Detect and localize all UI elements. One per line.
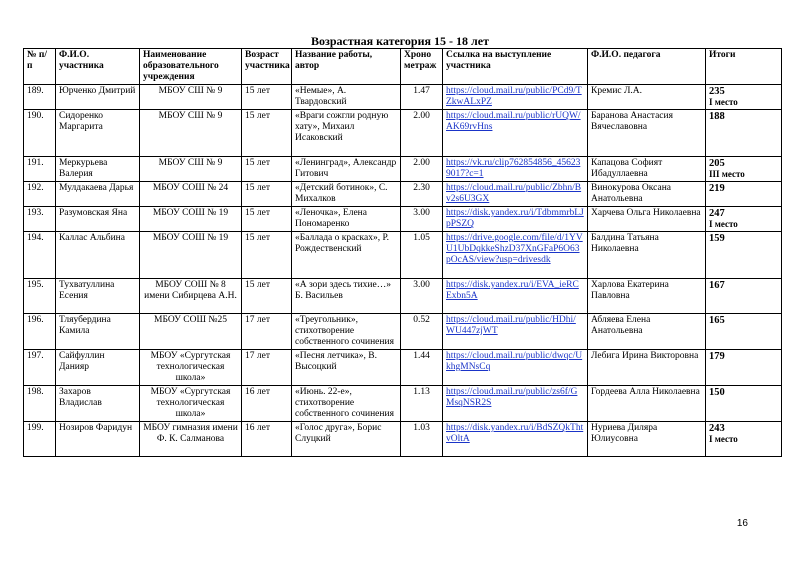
cell-age: 17 лет bbox=[242, 314, 292, 350]
cell-work: «Ленинград», Александр Гитович bbox=[292, 157, 401, 182]
cell-age: 17 лет bbox=[242, 350, 292, 386]
cell-link bbox=[443, 314, 588, 350]
cell-teacher: Капацова Софият Ибадуллаевна bbox=[588, 157, 706, 182]
performance-link[interactable]: https://vk.ru/clip762854856_456239017?c=1 bbox=[446, 158, 581, 179]
cell-age: 15 лет bbox=[242, 85, 292, 110]
cell-link bbox=[443, 207, 588, 232]
cell-num: 195. bbox=[24, 279, 56, 314]
performance-link[interactable]: https://disk.yandex.ru/i/BdSZQkThtvOltA bbox=[446, 423, 584, 444]
header-school: Наименование образовательного учреждения bbox=[140, 49, 242, 85]
cell-school: МБОУ СОШ № 24 bbox=[140, 182, 242, 207]
performance-link[interactable]: https://cloud.mail.ru/public/Zbhn/Bv2s6U3GX bbox=[446, 183, 582, 204]
performance-link[interactable]: https://cloud.mail.ru/public/dwqc/UkhgMNsCq bbox=[446, 351, 583, 372]
cell-age: 16 лет bbox=[242, 422, 292, 457]
cell-school: МБОУ СШ № 9 bbox=[140, 157, 242, 182]
table-row bbox=[24, 350, 782, 386]
score-value: 243 bbox=[709, 423, 725, 434]
cell-link bbox=[443, 110, 588, 157]
cell-result bbox=[706, 207, 782, 232]
cell-work: «Треугольник», стихотворение собственного сочинения bbox=[292, 314, 401, 350]
performance-link[interactable]: https://disk.yandex.ru/i/TdbmmrbLJpPSZQ bbox=[446, 208, 584, 229]
cell-school: МБОУ «Сургутская технологическая школа» bbox=[140, 386, 242, 422]
cell-time: 2.00 bbox=[401, 110, 443, 157]
cell-link bbox=[443, 85, 588, 110]
cell-school: МБОУ СОШ № 19 bbox=[140, 207, 242, 232]
table-row bbox=[24, 386, 782, 422]
cell-name: Юрченко Дмитрий bbox=[56, 85, 140, 110]
cell-time: 3.00 bbox=[401, 207, 443, 232]
header-row bbox=[24, 49, 782, 85]
table-row bbox=[24, 422, 782, 457]
header-time: Хроно метраж bbox=[401, 49, 443, 85]
score-value: 247 bbox=[709, 208, 725, 219]
header-num: № п/п bbox=[24, 49, 56, 85]
cell-teacher: Винокурова Оксана Анатольевна bbox=[588, 182, 706, 207]
table-row bbox=[24, 314, 782, 350]
cell-teacher: Баранова Анастасия Вячеславовна bbox=[588, 110, 706, 157]
cell-time: 0.52 bbox=[401, 314, 443, 350]
table-row bbox=[24, 232, 782, 279]
header-age: Возраст участника bbox=[242, 49, 292, 85]
cell-teacher: Балдина Татьяна Николаевна bbox=[588, 232, 706, 279]
cell-age: 15 лет bbox=[242, 279, 292, 314]
cell-time: 2.00 bbox=[401, 157, 443, 182]
cell-name: Тляубердина Камила bbox=[56, 314, 140, 350]
score-value: 150 bbox=[709, 387, 725, 398]
cell-link bbox=[443, 279, 588, 314]
cell-age: 15 лет bbox=[242, 182, 292, 207]
cell-work: «Баллада о красках», Р. Рождественский bbox=[292, 232, 401, 279]
cell-num: 197. bbox=[24, 350, 56, 386]
cell-time: 1.05 bbox=[401, 232, 443, 279]
cell-teacher: Лебига Ирина Викторовна bbox=[588, 350, 706, 386]
cell-name: Тухватуллина Есения bbox=[56, 279, 140, 314]
cell-result bbox=[706, 182, 782, 207]
table-row bbox=[24, 182, 782, 207]
cell-work: «Немые», А. Твардовский bbox=[292, 85, 401, 110]
cell-school: МБОУ СОШ № 19 bbox=[140, 232, 242, 279]
page-title: Возрастная категория 15 - 18 лет bbox=[311, 34, 489, 48]
cell-school: МБОУ СШ № 9 bbox=[140, 85, 242, 110]
cell-link bbox=[443, 350, 588, 386]
cell-result bbox=[706, 314, 782, 350]
table-row bbox=[24, 207, 782, 232]
cell-time: 3.00 bbox=[401, 279, 443, 314]
cell-name: Разумовская Яна bbox=[56, 207, 140, 232]
cell-age: 15 лет bbox=[242, 232, 292, 279]
place-label: III место bbox=[709, 169, 745, 179]
cell-teacher: Абляева Елена Анатольевна bbox=[588, 314, 706, 350]
cell-num: 199. bbox=[24, 422, 56, 457]
cell-name: Сайфуллин Данияр bbox=[56, 350, 140, 386]
cell-work: «Голос друга», Борис Слуцкий bbox=[292, 422, 401, 457]
header-name: Ф.И.О. участника bbox=[56, 49, 140, 85]
results-table bbox=[23, 48, 782, 457]
cell-teacher: Гордеева Алла Николаевна bbox=[588, 386, 706, 422]
cell-teacher: Харлова Екатерина Павловна bbox=[588, 279, 706, 314]
header-work: Название работы, автор bbox=[292, 49, 401, 85]
table-row bbox=[24, 157, 782, 182]
cell-num: 189. bbox=[24, 85, 56, 110]
score-value: 188 bbox=[709, 111, 725, 122]
cell-name: Захаров Владислав bbox=[56, 386, 140, 422]
cell-teacher: Кремис Л.А. bbox=[588, 85, 706, 110]
cell-result bbox=[706, 422, 782, 457]
cell-link bbox=[443, 232, 588, 279]
performance-link[interactable]: https://drive.google.com/file/d/1YVU1UbDqkkeShzD37XnGFaP6O63pOcAS/view?usp=drivesdk bbox=[446, 233, 583, 265]
cell-num: 194. bbox=[24, 232, 56, 279]
table-row bbox=[24, 110, 782, 157]
cell-age: 15 лет bbox=[242, 110, 292, 157]
performance-link[interactable]: https://disk.yandex.ru/i/EVA_ieRCExbn5A bbox=[446, 280, 579, 301]
cell-link bbox=[443, 386, 588, 422]
table-row bbox=[24, 279, 782, 314]
place-label: I место bbox=[709, 97, 738, 107]
page-number: 16 bbox=[736, 518, 748, 529]
cell-work: «Июнь. 22-е», стихотворение собственного сочинения bbox=[292, 386, 401, 422]
cell-num: 192. bbox=[24, 182, 56, 207]
cell-name: Нозиров Фаридун bbox=[56, 422, 140, 457]
cell-num: 198. bbox=[24, 386, 56, 422]
cell-link bbox=[443, 182, 588, 207]
cell-teacher: Нуриева Диляра Юлиусовна bbox=[588, 422, 706, 457]
cell-age: 16 лет bbox=[242, 386, 292, 422]
cell-work: «А зори здесь тихие…» Б. Васильев bbox=[292, 279, 401, 314]
score-value: 205 bbox=[709, 158, 725, 169]
cell-time: 1.47 bbox=[401, 85, 443, 110]
cell-link bbox=[443, 422, 588, 457]
cell-school: МБОУ СОШ №25 bbox=[140, 314, 242, 350]
cell-time: 1.44 bbox=[401, 350, 443, 386]
cell-name: Сидоренко Маргарита bbox=[56, 110, 140, 157]
header-result: Итоги bbox=[706, 49, 782, 85]
cell-result bbox=[706, 110, 782, 157]
cell-link bbox=[443, 157, 588, 182]
cell-num: 196. bbox=[24, 314, 56, 350]
score-value: 179 bbox=[709, 351, 725, 362]
performance-link[interactable]: https://cloud.mail.ru/public/rUQW/AK69rvHns bbox=[446, 111, 581, 132]
cell-result bbox=[706, 232, 782, 279]
cell-name: Меркурьева Валерия bbox=[56, 157, 140, 182]
cell-school: МБОУ СОШ № 8 имени Сибирцева А.Н. bbox=[140, 279, 242, 314]
score-value: 165 bbox=[709, 315, 725, 326]
cell-time: 1.13 bbox=[401, 386, 443, 422]
score-value: 235 bbox=[709, 86, 725, 97]
cell-school: МБОУ гимназия имени Ф. К. Салманова bbox=[140, 422, 242, 457]
place-label: I место bbox=[709, 219, 738, 229]
cell-result bbox=[706, 386, 782, 422]
header-teacher: Ф.И.О. педагога bbox=[588, 49, 706, 85]
score-value: 159 bbox=[709, 233, 725, 244]
performance-link[interactable]: https://cloud.mail.ru/public/HDhi/WU447zjWT bbox=[446, 315, 576, 336]
performance-link[interactable]: https://cloud.mail.ru/public/zs6f/GMsqNSR2S bbox=[446, 387, 578, 408]
cell-time: 2.30 bbox=[401, 182, 443, 207]
cell-num: 191. bbox=[24, 157, 56, 182]
cell-name: Каллас Альбина bbox=[56, 232, 140, 279]
cell-school: МБОУ «Сургутская технологическая школа» bbox=[140, 350, 242, 386]
cell-result bbox=[706, 157, 782, 182]
cell-school: МБОУ СШ № 9 bbox=[140, 110, 242, 157]
score-value: 219 bbox=[709, 183, 725, 194]
cell-result bbox=[706, 350, 782, 386]
cell-time: 1.03 bbox=[401, 422, 443, 457]
cell-work: «Леночка», Елена Пономаренко bbox=[292, 207, 401, 232]
cell-result bbox=[706, 85, 782, 110]
cell-work: «Детский ботинок», С. Михалков bbox=[292, 182, 401, 207]
place-label: I место bbox=[709, 434, 738, 444]
cell-work: «Песня летчика», В. Высоцкий bbox=[292, 350, 401, 386]
cell-num: 190. bbox=[24, 110, 56, 157]
score-value: 167 bbox=[709, 280, 725, 291]
performance-link[interactable]: https://cloud.mail.ru/public/PCd9/TZkwALxPZ bbox=[446, 86, 582, 107]
header-link: Ссылка на выступление участника bbox=[443, 49, 588, 85]
cell-age: 15 лет bbox=[242, 207, 292, 232]
cell-name: Мулдакаева Дарья bbox=[56, 182, 140, 207]
cell-teacher: Харчева Ольга Николаевна bbox=[588, 207, 706, 232]
cell-result bbox=[706, 279, 782, 314]
cell-work: «Враги сожгли родную хату», Михаил Исаковский bbox=[292, 110, 401, 157]
table-row bbox=[24, 85, 782, 110]
cell-age: 15 лет bbox=[242, 157, 292, 182]
cell-num: 193. bbox=[24, 207, 56, 232]
